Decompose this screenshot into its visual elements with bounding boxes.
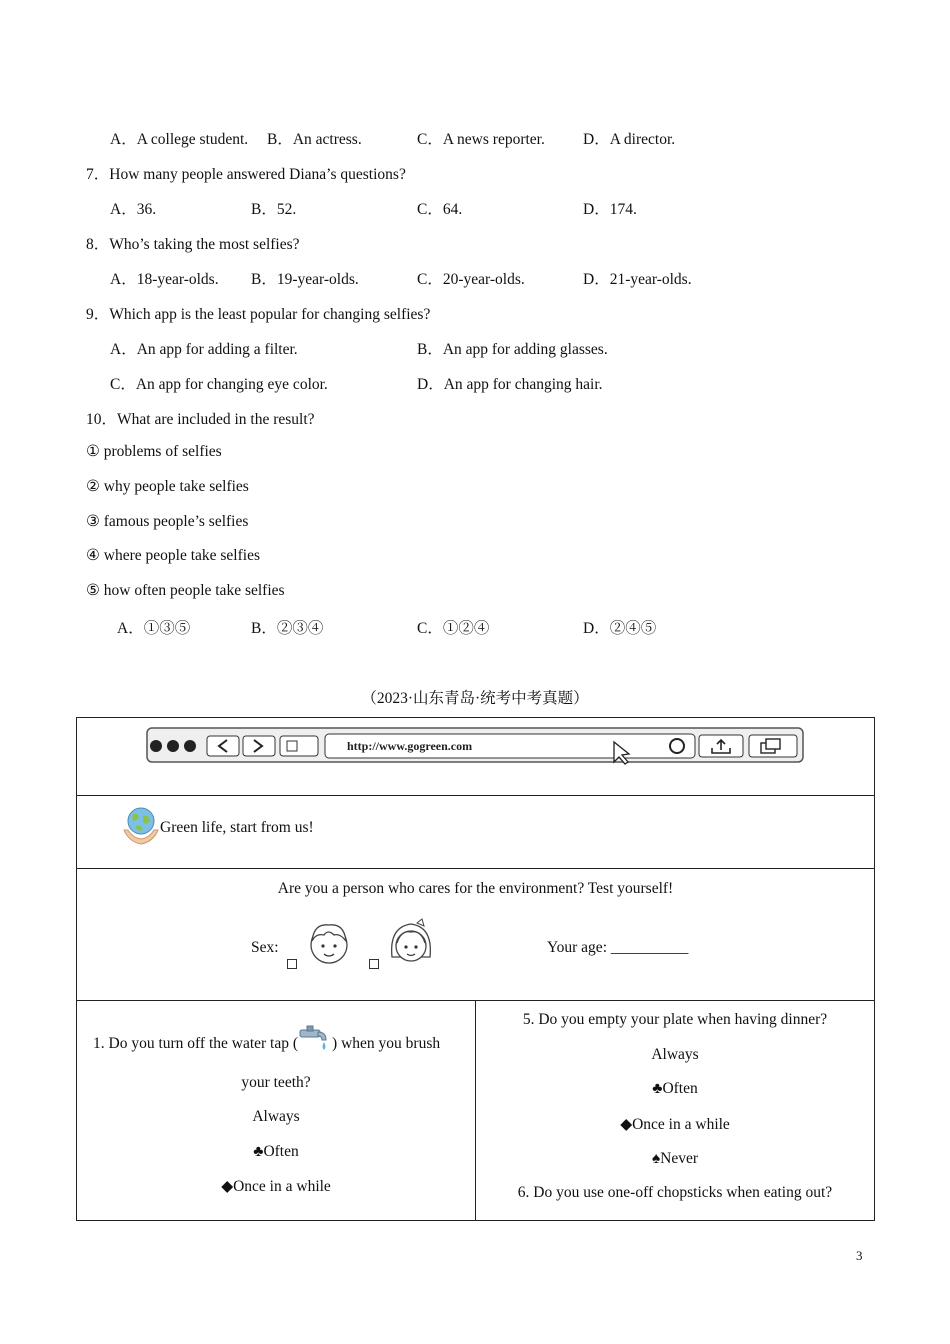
q7-option-c: C．64. (417, 201, 463, 218)
q8-option-a: A．18-year-olds. (110, 271, 219, 288)
q8-question: 8．Who’s taking the most selfies? (86, 236, 300, 253)
q1-option-always[interactable]: Always (252, 1108, 300, 1125)
age-label[interactable]: Your age: __________ (547, 939, 689, 956)
slogan-text: Green life, start from us! (160, 819, 314, 836)
page-number: 3 (856, 1248, 863, 1263)
q1-text-part3: your teeth? (241, 1074, 311, 1091)
q10-item: ⑤ how often people take selfies (86, 582, 285, 599)
q1-option-often[interactable]: ♣Often (253, 1143, 299, 1160)
q10-item: ④ where people take selfies (86, 547, 260, 564)
q8-option-d: D．21-year-olds. (583, 271, 692, 288)
q8-option-c: C．20-year-olds. (417, 271, 525, 288)
q1-line (93, 1024, 440, 1054)
browser-toolbar-illustration (77, 718, 874, 790)
q10-item: ② why people take selfies (86, 478, 249, 495)
right-question-cell (476, 1001, 875, 1221)
water-tap-icon (298, 1024, 332, 1054)
q1-option-once-in-a-while[interactable]: ◆Once in a while (221, 1178, 331, 1195)
q6-option-c: C．A news reporter. (417, 131, 545, 148)
q7-option-b: B．52. (251, 201, 297, 218)
q5-option-once-in-a-while[interactable]: ◆Once in a while (620, 1116, 730, 1133)
browser-bar-cell (77, 718, 875, 796)
browser-url: http://www.gogreen.com (347, 739, 473, 753)
boy-face-icon (306, 917, 352, 969)
girl-face-icon (387, 917, 435, 969)
q10-option-b: B．②③④ (251, 620, 324, 637)
q8-option-b: B．19-year-olds. (251, 271, 359, 288)
q6-option-d: D．A director. (583, 131, 676, 148)
q9-option-a: A．An app for adding a filter. (110, 341, 298, 358)
q7-question: 7．How many people answered Diana’s questions? (86, 166, 406, 183)
q10-option-a: A．①③⑤ (117, 620, 191, 637)
q6-option-a: A．A college student. (110, 131, 249, 148)
q1-text-part1: 1. Do you turn off the water tap ( (93, 1035, 299, 1052)
dot-icon (167, 740, 179, 752)
q10-question: 10．What are included in the result? (86, 411, 315, 428)
q10-option-d: D．②④⑤ (583, 620, 657, 637)
sex-boy-checkbox[interactable] (287, 959, 297, 969)
q9-option-c: C．An app for changing eye color. (110, 376, 328, 393)
q6-option-b: B．An actress. (267, 131, 362, 148)
q5-question: 5. Do you empty your plate when having dinner? (522, 1011, 828, 1028)
test-header-cell (77, 869, 875, 1001)
q5-option-always[interactable]: Always (651, 1046, 699, 1063)
slogan-cell (77, 796, 875, 869)
earth-hands-icon (121, 804, 161, 846)
survey-table (76, 717, 875, 1221)
q5-option-often[interactable]: ♣Often (652, 1080, 698, 1097)
left-question-cell (77, 1001, 476, 1221)
test-heading: Are you a person who cares for the environment? Test yourself! (277, 880, 674, 897)
q10-item: ③ famous people’s selfies (86, 513, 249, 530)
q9-option-b: B．An app for adding glasses. (417, 341, 608, 358)
q5-option-never[interactable]: ♠Never (651, 1150, 699, 1167)
q6-question: 6. Do you use one-off chopsticks when eating out? (517, 1184, 833, 1201)
q7-option-a: A．36. (110, 201, 157, 218)
dot-icon (150, 740, 162, 752)
sex-girl-checkbox[interactable] (369, 959, 379, 969)
q1-text-part2: ) when you brush (332, 1035, 441, 1052)
q7-option-d: D．174. (583, 201, 637, 218)
source-label: （2023·山东青岛·统考中考真题） (361, 690, 589, 707)
q10-option-c: C．①②④ (417, 620, 490, 637)
dot-icon (184, 740, 196, 752)
q10-item: ① problems of selfies (86, 443, 222, 460)
q9-question: 9．Which app is the least popular for changing selfies? (86, 306, 431, 323)
sex-label: Sex: (251, 939, 279, 956)
q9-option-d: D．An app for changing hair. (417, 376, 603, 393)
